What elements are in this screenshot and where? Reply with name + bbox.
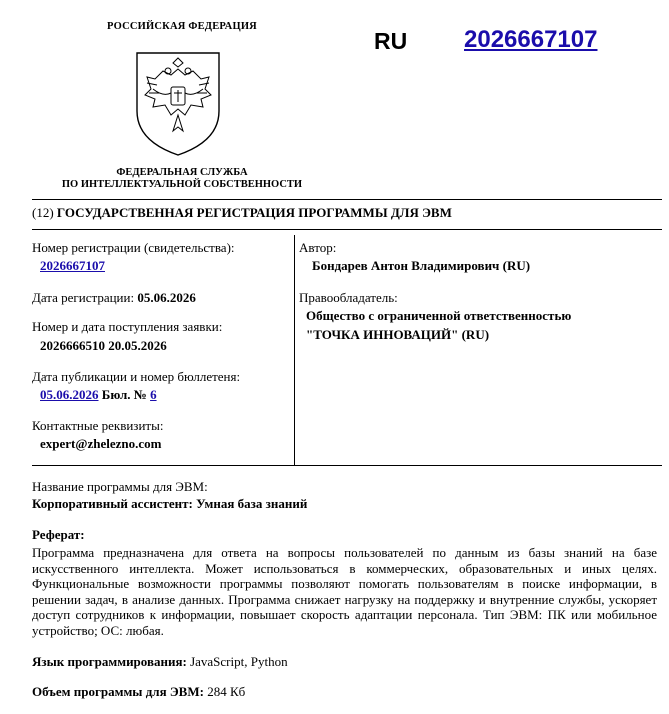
size-row <box>32 684 245 700</box>
application-label: Номер и дата поступления заявки: <box>32 319 223 334</box>
agency-line-2: ПО ИНТЕЛЛЕКТУАЛЬНОЙ СОБСТВЕННОСТИ <box>61 179 303 190</box>
agency-name <box>0 167 364 191</box>
contact-label: Контактные реквизиты: <box>32 418 164 433</box>
author-value: Бондарев Антон Владимирович (RU) <box>312 258 531 273</box>
abstract-text: Программа предназначена для ответа на вопросы пользователей по данным из базы знаний на базе искусственного интеллекта. Может использоваться в коммерческих, образовательных и иных целях. Функциональные возможности программы позволяют помогать пользователям в поиске информации, в решении задач, в анализе данных. Программа снижает нагрузку на поддержку и внутренние службы, ускоряет доступ сотрудников к информации, повышает скорость адаптации персонала. Тип ЭВМ: ПК или мобильное устройство; ОС: любая. <box>32 545 657 638</box>
coat-of-arms-emblem <box>133 49 223 159</box>
reg-number-value-link[interactable]: 2026667107 <box>40 258 105 273</box>
bulletin-label: Бюл. № <box>101 387 147 402</box>
abstract-label: Реферат: <box>32 527 85 542</box>
contact-value: expert@zhelezno.com <box>40 436 162 451</box>
divider-top <box>32 199 662 200</box>
program-name-label: Название программы для ЭВМ: <box>32 479 208 494</box>
reg-number-label: Номер регистрации (свидетельства): <box>32 240 235 255</box>
country-code: RU <box>374 28 408 54</box>
publication-row <box>40 387 157 403</box>
publication-label: Дата публикации и номер бюллетеня: <box>32 369 241 384</box>
author-label: Автор: <box>299 240 337 255</box>
program-name-value: Корпоративный ассистент: Умная база знаний <box>32 496 308 511</box>
language-value: JavaScript, Python <box>190 654 288 669</box>
application-value: 2026666510 20.05.2026 <box>40 338 167 353</box>
holder-line-1: Общество с ограниченной ответственностью <box>306 308 572 323</box>
divider-title <box>32 229 662 230</box>
reg-date-value: 05.06.2026 <box>137 290 196 305</box>
language-label: Язык программирования: <box>32 654 187 669</box>
divider-bottom <box>32 465 662 466</box>
document-title <box>32 205 452 221</box>
agency-line-1: ФЕДЕРАЛЬНАЯ СЛУЖБА <box>116 167 248 178</box>
bulletin-number-link[interactable]: 6 <box>150 387 157 402</box>
registration-number-link[interactable]: 2026667107 <box>464 26 598 53</box>
holder-label: Правообладатель: <box>299 290 398 305</box>
country-name: РОССИЙСКАЯ ФЕДЕРАЦИЯ <box>107 21 257 32</box>
title-text: ГОСУДАРСТВЕННАЯ РЕГИСТРАЦИЯ ПРОГРАММЫ ДЛЯ ЭВМ <box>56 205 452 220</box>
size-value: 284 Кб <box>207 684 246 699</box>
publication-date-link[interactable]: 05.06.2026 <box>40 387 99 402</box>
reg-date-row <box>32 290 196 306</box>
size-label: Объем программы для ЭВМ: <box>32 684 204 699</box>
title-code: (12) <box>32 205 54 220</box>
holder-line-2: "ТОЧКА ИННОВАЦИЙ" (RU) <box>306 327 490 342</box>
column-divider <box>294 235 295 465</box>
language-row <box>32 654 288 670</box>
reg-date-label: Дата регистрации: <box>32 290 135 305</box>
